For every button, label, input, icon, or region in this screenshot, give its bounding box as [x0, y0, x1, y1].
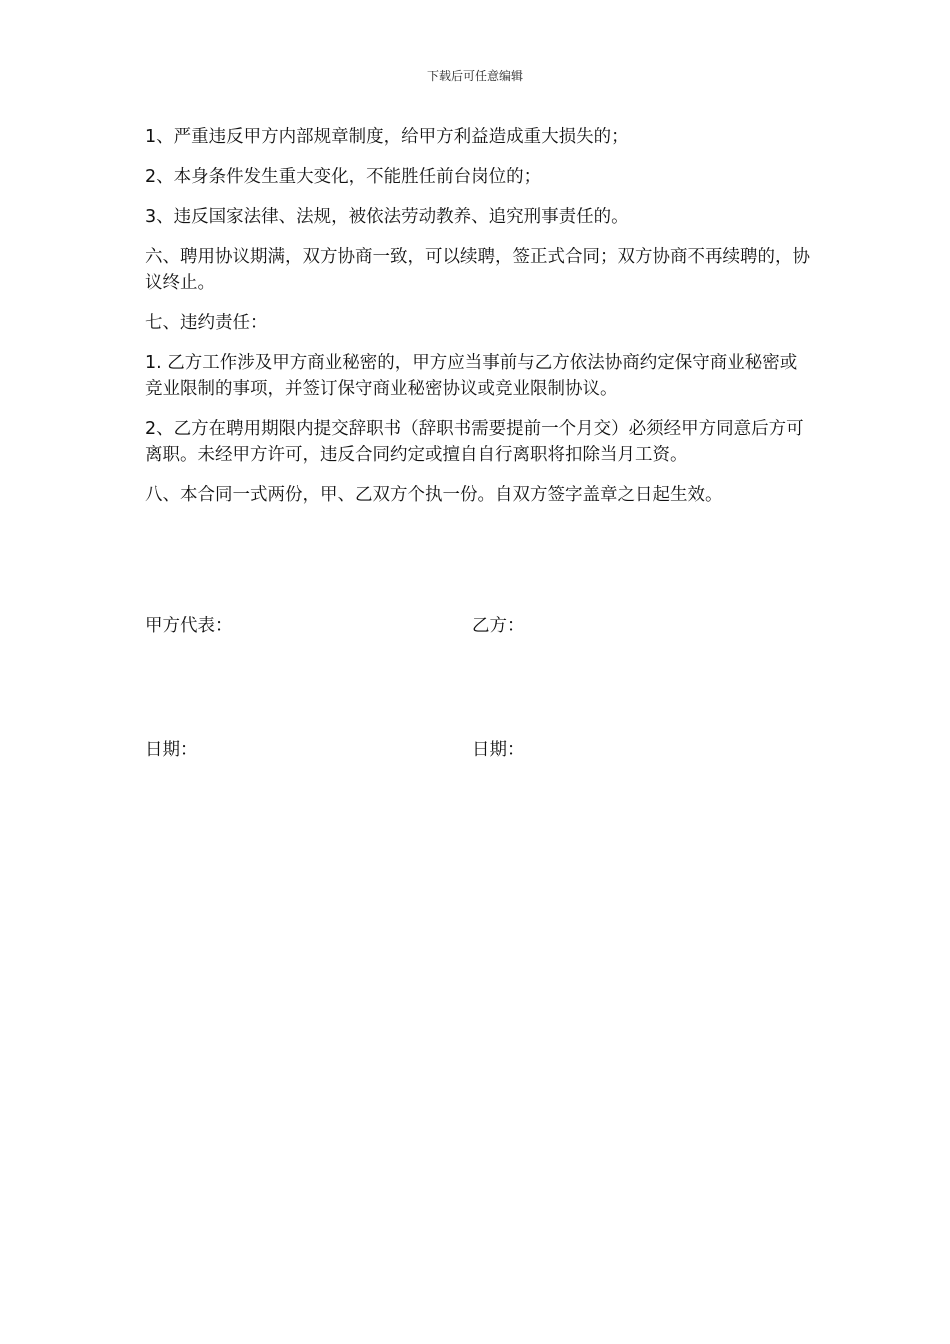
party-a-date-label: 日期： — [145, 740, 198, 760]
clause-paragraph: 八、本合同一式两份，甲、乙双方个执一份。自双方签字盖章之日起生效。 — [145, 485, 723, 505]
clause-paragraph: 3、违反国家法律、法规，被依法劳动教养、追究刑事责任的。 — [145, 207, 629, 227]
clause-heading: 七、违约责任： — [145, 313, 268, 333]
clause-paragraph: 1、严重违反甲方内部规章制度，给甲方利益造成重大损失的； — [145, 127, 629, 147]
party-b-date-label: 日期： — [472, 740, 525, 760]
page-header: 下载后可任意编辑 — [426, 69, 523, 83]
clause-paragraph: 2、本身条件发生重大变化，不能胜任前台岗位的； — [145, 167, 542, 187]
clause-paragraph: 1. 乙方工作涉及甲方商业秘密的，甲方应当事前与乙方依法协商约定保守商业秘密或竞业限制的事项，并签订保守商业秘密协议或竞业限制协议。 — [145, 353, 798, 399]
clause-paragraph: 六、聘用协议期满，双方协商一致，可以续聘，签正式合同；双方协商不再续聘的，协议终止。 — [145, 247, 810, 293]
party-b-signature-label: 乙方： — [472, 616, 525, 636]
clause-paragraph: 2、乙方在聘用期限内提交辞职书（辞职书需要提前一个月交）必须经甲方同意后方可离职。未经甲方许可，违反合同约定或擅自自行离职将扣除当月工资。 — [145, 419, 804, 465]
contract-body — [145, 124, 810, 522]
party-a-signature-label: 甲方代表： — [145, 616, 233, 636]
